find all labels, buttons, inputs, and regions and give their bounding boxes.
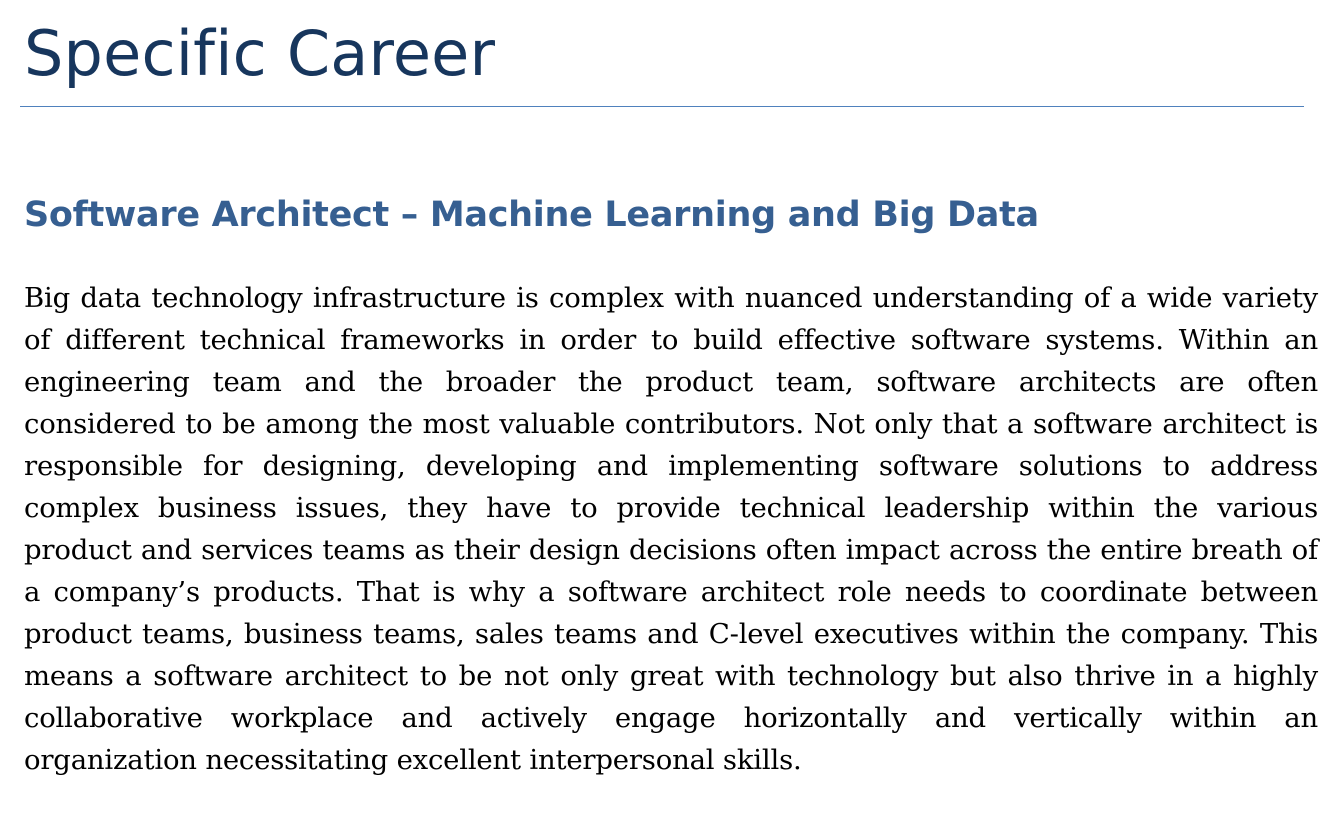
body-paragraph: Big data technology infrastructure is complex with nuanced understanding of a wide variety of different technical frameworks in order to build effective software systems. Within an engineering team and the broader the product team, software architects are often considered to be among the most valuable contributors. Not only that a software architect is responsible for designing, developing and implementing software solutions to address complex business issues, they have to provide technical leadership within the various product and services teams as their design decisions often impact across the entire breath of a company’s products. That is why a software architect role needs to coordinate between product teams, business teams, sales teams and C-level executives within the company. This means a software architect to be not only great with technology but also thrive in a highly collaborative workplace and actively engage horizontally and vertically within an organization necessitating excellent interpersonal skills. [24,282,1318,776]
section-heading: Software Architect – Machine Learning and Big Data [24,195,1039,235]
document-title: Specific Career [24,17,496,90]
title-underline-rule [20,106,1304,107]
